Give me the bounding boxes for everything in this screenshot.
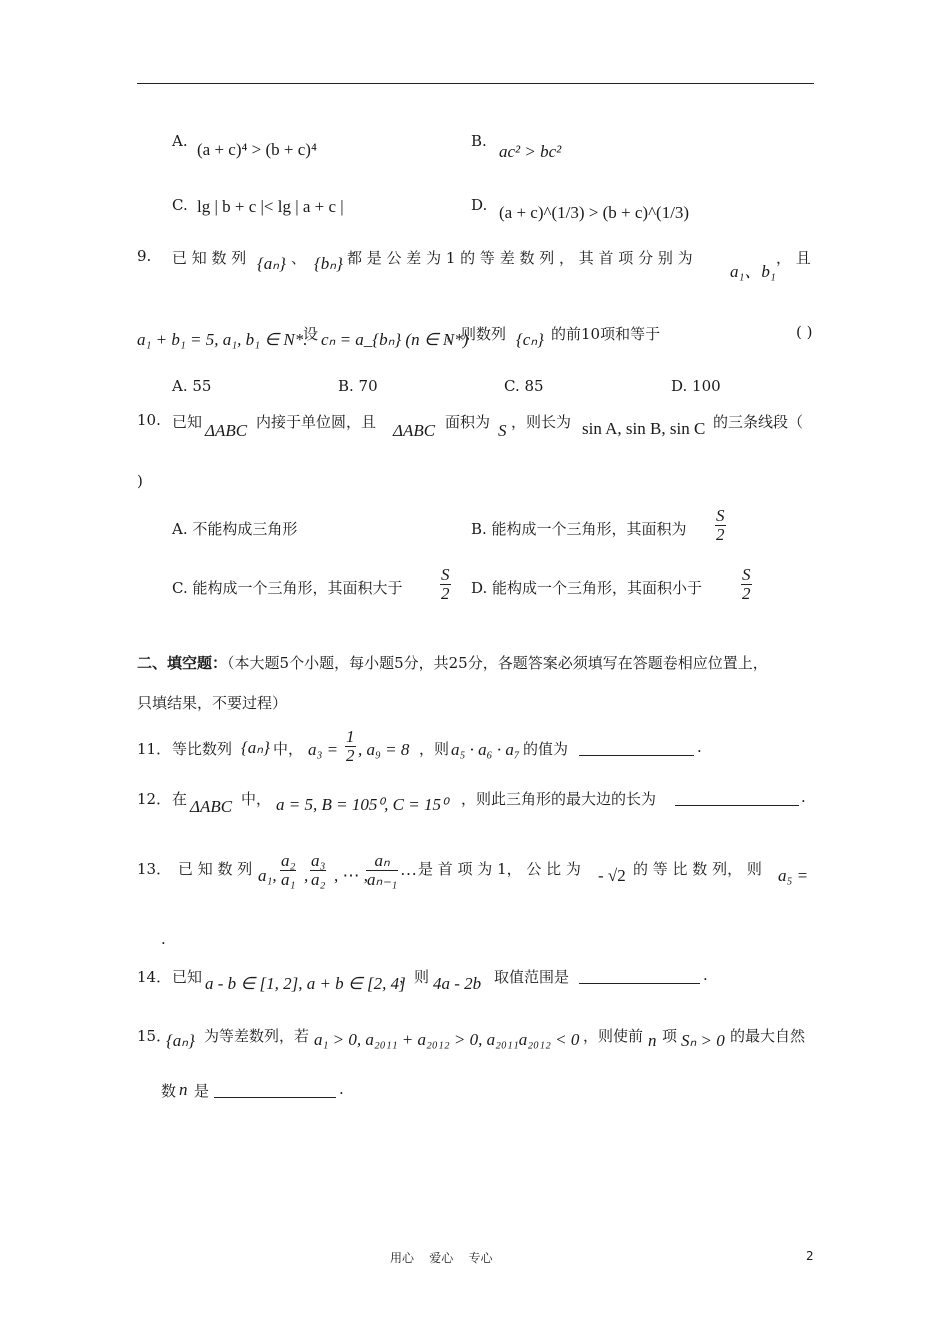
- q8-option-d-label: D.: [471, 196, 488, 214]
- q11-end: .: [697, 738, 702, 756]
- q11-product: a₅ · a₆ · a₇: [451, 740, 520, 759]
- q15-text-3: 项: [662, 1027, 678, 1045]
- q15-text-6: 是: [194, 1082, 210, 1100]
- q10-sines: sin A, sin B, sin C: [582, 419, 706, 438]
- q13-text-2: 是 首 项 为 1， 公 比 为: [418, 860, 581, 878]
- q10-text-3: 面积为: [445, 413, 491, 431]
- q12-number: 12．: [137, 790, 172, 808]
- q12-text-3: ，则此三角形的最大边的长为: [461, 790, 657, 808]
- q9-tail: 的前10项和等于: [551, 325, 661, 343]
- q10-area-s: S: [498, 421, 507, 440]
- frac-numerator: a₃: [311, 851, 326, 870]
- frac-numerator: a₂: [281, 851, 296, 870]
- q12-text-1: 在: [172, 790, 188, 808]
- q15-text-2: ，则使前: [583, 1027, 644, 1045]
- q8-option-c-label: C.: [172, 196, 188, 214]
- q11-text-1: 等比数列: [172, 740, 233, 758]
- frac-numerator: S: [441, 565, 450, 584]
- q8-option-c-math: lg | b + c |< lg | a + c |: [197, 197, 344, 216]
- section-2-colon: ：: [212, 654, 228, 672]
- q14-condition: a - b ∈ [1, 2], a + b ∈ [2, 4]: [205, 974, 406, 993]
- section-2-title: 二、填空题: [137, 654, 213, 672]
- q12-triangle: ΔABC: [190, 797, 233, 816]
- q9-first-terms: a₁、b₁: [730, 262, 776, 281]
- frac-numerator: 1: [346, 727, 355, 746]
- section-2-line-1: [137, 652, 768, 673]
- q9-option-a: A. 55: [172, 377, 212, 395]
- q13-frac-1: [280, 852, 296, 889]
- q10-triangle-1: ΔABC: [205, 421, 248, 440]
- q10-text-1: 已知: [172, 413, 203, 431]
- q11-seq: {aₙ}: [241, 738, 270, 757]
- frac-denominator: 2: [346, 746, 355, 765]
- q9-sep: 、: [291, 249, 307, 267]
- q15-text-1: 为等差数列，若: [204, 1027, 310, 1045]
- q15-text-5: 数: [161, 1082, 177, 1100]
- q13-a5: a₅ =: [778, 866, 809, 885]
- q10-text-2: 内接于单位圆，且: [256, 413, 377, 431]
- q15-text-4: 的最大自然: [730, 1027, 806, 1045]
- q12-end: .: [801, 788, 806, 806]
- q9-set-text: 设: [303, 325, 319, 343]
- q15-n: n: [648, 1031, 657, 1050]
- q13-text-3: 的 等 比 数 列， 则: [633, 860, 762, 878]
- q9-stem-3: ， 且: [776, 249, 811, 267]
- section-2-desc-1: （本大题5个小题，每小题5分，共25分，各题答案必须填写在答题卷相应位置上，: [227, 654, 768, 672]
- q14-end: .: [703, 966, 708, 984]
- q14-text-2: ，则: [399, 968, 430, 986]
- q10-triangle-2: ΔABC: [393, 421, 436, 440]
- frac-denominator: aₙ₋₁: [367, 870, 398, 889]
- q11-number: 11．: [137, 740, 172, 758]
- q13-dots: , ⋯ ,: [334, 866, 368, 885]
- q8-option-a-math: (a + c)⁴ > (b + c)⁴: [197, 140, 317, 159]
- q13-a1: a₁,: [258, 866, 277, 885]
- q8-option-a-label: A.: [172, 132, 188, 150]
- q8-option-b-label: B.: [471, 132, 487, 150]
- q10-number: 10.: [137, 411, 161, 429]
- q9-option-c: C. 85: [504, 377, 544, 395]
- q11-a9: , a₉ = 8: [358, 740, 410, 759]
- q13-number: 13．: [137, 860, 172, 878]
- q11-text-2: 中，: [273, 740, 304, 758]
- frac-denominator: 2: [441, 584, 450, 603]
- q12-condition: a = 5, B = 105⁰, C = 15⁰: [276, 795, 448, 814]
- q12-answer-blank[interactable]: [675, 791, 799, 806]
- q15-number: 15．: [137, 1027, 172, 1045]
- q10-option-d-frac: [741, 566, 752, 603]
- q13-frac-n: [366, 852, 398, 889]
- frac-numerator: S: [742, 565, 751, 584]
- q11-half: [345, 728, 356, 765]
- q14-text-1: 已知: [172, 968, 203, 986]
- q13-end: .: [161, 930, 166, 948]
- q13-comma: ,: [304, 866, 309, 885]
- q14-answer-blank[interactable]: [579, 969, 700, 984]
- q15-seq: {aₙ}: [166, 1031, 195, 1050]
- frac-denominator: a₂: [311, 870, 326, 889]
- q9-seq-a: {aₙ}: [257, 254, 286, 273]
- q10-text-5: 的三条线段（: [713, 413, 804, 431]
- q15-end: .: [339, 1080, 344, 1098]
- q13-text-1: 已 知 数 列: [178, 860, 253, 878]
- q9-cn-definition: cₙ = a_{bₙ} (n ∈ N*): [321, 330, 469, 349]
- q14-text-3: 取值范围是: [494, 968, 570, 986]
- q15-answer-blank[interactable]: [214, 1083, 336, 1098]
- q15-sn: Sₙ > 0: [681, 1031, 725, 1050]
- section-2-desc-2: 只填结果，不要过程）: [137, 694, 288, 712]
- q9-number: 9.: [137, 247, 152, 265]
- q10-option-b: B. 能构成一个三角形，其面积为: [471, 520, 687, 538]
- q13-ratio: - √2: [598, 866, 626, 885]
- q13-frac-2: [310, 852, 326, 889]
- q9-seq-b: {bₙ}: [314, 254, 343, 273]
- q14-number: 14．: [137, 968, 172, 986]
- footer-motto: 用心 爱心 专心: [390, 1251, 493, 1265]
- header-rule: [137, 83, 814, 84]
- q10-close-paren: ): [137, 472, 143, 490]
- q9-option-b: B. 70: [338, 377, 378, 395]
- q10-option-c-frac: [440, 566, 451, 603]
- q14-expression: 4a - 2b: [433, 974, 482, 993]
- q10-text-4: ，则长为: [511, 413, 572, 431]
- q9-stem-1: 已 知 数 列: [172, 249, 247, 267]
- frac-numerator: aₙ: [366, 852, 398, 871]
- q11-text-3: ，则: [419, 740, 450, 758]
- q11-answer-blank[interactable]: [579, 741, 694, 756]
- q8-option-b-math: ac² > bc²: [499, 142, 562, 161]
- q8-option-d-math: (a + c)^(1/3) > (b + c)^(1/3): [499, 203, 690, 222]
- q9-seq-c: {cₙ}: [516, 330, 544, 349]
- q9-option-d: D. 100: [671, 377, 721, 395]
- q11-a3: a₃ =: [308, 740, 339, 759]
- q10-option-c: C. 能构成一个三角形，其面积大于: [172, 579, 403, 597]
- q10-option-b-frac: [715, 507, 726, 544]
- q13-ellipsis: …: [400, 860, 417, 879]
- q15-condition: a₁ > 0, a₂₀₁₁ + a₂₀₁₂ > 0, a₂₀₁₁a₂₀₁₂ < 0: [314, 1030, 580, 1049]
- q9-condition: a₁ + b₁ = 5, a₁, b₁ ∈ N*.: [137, 330, 308, 349]
- q11-text-4: 的值为: [523, 740, 569, 758]
- q12-text-2: 中，: [241, 790, 272, 808]
- frac-denominator: 2: [742, 584, 751, 603]
- q15-n-2: n: [179, 1080, 188, 1099]
- frac-denominator: a₁: [281, 870, 296, 889]
- q9-then-text: ，则数列: [446, 325, 507, 343]
- page-number: 2: [806, 1249, 814, 1263]
- q9-stem-2: 都 是 公 差 为 1 的 等 差 数 列 ， 其 首 项 分 别 为: [347, 249, 693, 267]
- q10-option-a: A. 不能构成三角形: [172, 520, 298, 538]
- frac-denominator: 2: [716, 525, 725, 544]
- q10-option-d: D. 能构成一个三角形，其面积小于: [471, 579, 703, 597]
- frac-numerator: S: [716, 506, 725, 525]
- q9-answer-paren: ( ): [796, 323, 813, 341]
